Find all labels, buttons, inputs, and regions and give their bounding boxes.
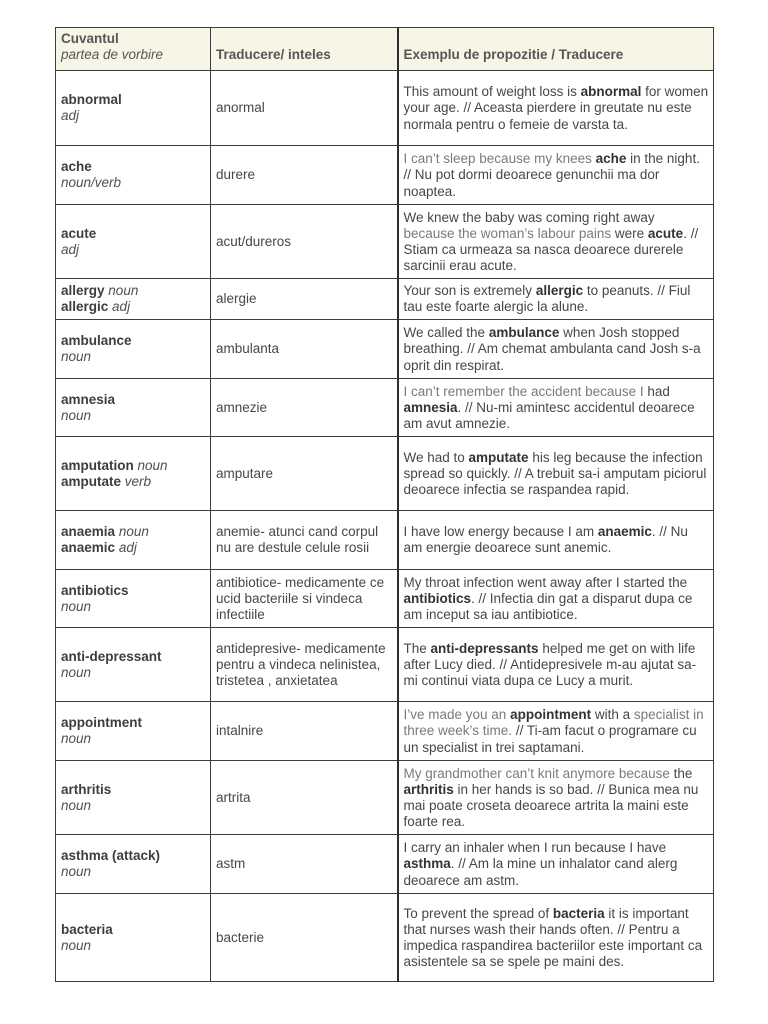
example-cell (398, 702, 714, 761)
term-entry (61, 649, 204, 681)
part-of-speech: verb (124, 473, 152, 489)
example-highlighted-term: allergic (535, 283, 584, 299)
header-part-of-speech-title: partea de vorbire (61, 47, 164, 63)
example-cell (398, 570, 714, 628)
term-word: allergic (61, 299, 109, 315)
table-row (56, 279, 714, 320)
example-text: The (403, 640, 431, 656)
table-row (56, 511, 714, 570)
example-highlighted-term: bacteria (552, 905, 605, 921)
example-cell (398, 761, 714, 835)
example-highlighted-term: appointment (510, 707, 592, 723)
example-text: . // Am la mine un inhalator cand alerg deoarece am astm. (403, 856, 678, 888)
translation-cell: bacterie (211, 894, 398, 982)
example-text: for women your age. // Aceasta pierdere in greutate nu este normala pentru o femeie de varsta ta. (403, 84, 709, 132)
table-row (56, 437, 714, 511)
vocabulary-table (55, 27, 714, 982)
example-text: to peanuts. // Fiul tau este foarte alergic la alune. (403, 283, 691, 315)
example-text: when Josh stopped breathing. // Am chemat ambulanta cand Josh s-a oprit din respirat. (403, 325, 701, 373)
term-cell (56, 379, 211, 437)
term-entry (61, 524, 204, 540)
example-cell (398, 835, 714, 894)
term-word: allergy (61, 283, 105, 299)
term-word: anti-depressant (61, 648, 162, 664)
example-text: I carry an inhaler when I run because I have (403, 840, 667, 856)
example-text: . // Infectia din gat a disparut dupa ce am inceput sa iau antibiotice. (403, 590, 693, 622)
translation-cell: anormal (211, 71, 398, 146)
translation-cell: intalnire (211, 702, 398, 761)
example-highlighted-term: anaemic (597, 524, 652, 540)
part-of-speech: noun (61, 349, 92, 365)
part-of-speech: noun (61, 664, 92, 680)
table-row (56, 702, 714, 761)
term-entry (61, 299, 204, 315)
term-entry (61, 474, 204, 490)
example-text: . // Nu-mi amintesc accidentul deoarece am avut amnezie. (403, 399, 695, 431)
example-text: I’ve made you an (403, 707, 511, 723)
example-highlighted-term: arthritis (403, 781, 454, 797)
term-word: abnormal (61, 92, 122, 108)
term-word: amnesia (61, 391, 116, 407)
header-translation-cell (211, 28, 398, 71)
example-text: To prevent the spread of (403, 905, 553, 921)
header-example-title: Exemplu de propozitie / Traducere (403, 47, 624, 63)
part-of-speech: noun (61, 797, 92, 813)
example-cell (398, 71, 714, 146)
term-entry (61, 458, 204, 474)
term-word: amputation (61, 457, 134, 473)
example-text: . // Nu am energie deoarece sunt anemic. (403, 524, 688, 556)
part-of-speech: noun (137, 457, 168, 473)
term-cell (56, 628, 211, 702)
term-word: asthma (attack) (61, 848, 161, 864)
translation-cell: antibiotice- medicamente ce ucid bacteriile si vindeca infectiile (211, 570, 398, 628)
term-cell (56, 835, 211, 894)
example-text: it is important that nurses wash their hands often. // Pentru a impedica raspandirea bacteriilor este important ca asistentele sa se spele pe maini des. (403, 905, 703, 970)
term-cell (56, 702, 211, 761)
table-row (56, 628, 714, 702)
table-header (56, 28, 714, 71)
example-highlighted-term: ache (595, 151, 627, 167)
example-cell (398, 320, 714, 379)
example-cell (398, 437, 714, 511)
term-entry (61, 333, 204, 365)
example-cell (398, 511, 714, 570)
example-highlighted-term: amputate (468, 449, 529, 465)
example-text: We knew the baby was coming right away (403, 209, 655, 225)
term-word: amputate (61, 473, 122, 489)
part-of-speech: noun (61, 407, 92, 423)
example-text: specialist in three week’s time. (403, 707, 704, 739)
term-entry (61, 922, 204, 954)
part-of-speech: noun/verb (61, 175, 122, 191)
term-word: anaemic (61, 540, 116, 556)
table-row (56, 146, 714, 205)
term-cell (56, 511, 211, 570)
example-highlighted-term: antibiotics (403, 590, 472, 606)
term-word: ache (61, 159, 92, 175)
table-row (56, 761, 714, 835)
example-text: I can’t remember the accident because I (403, 383, 644, 399)
example-text: I have low energy because I am (403, 524, 598, 540)
term-entry (61, 540, 204, 556)
example-text: were (611, 225, 648, 241)
table-row (56, 320, 714, 379)
part-of-speech: noun (61, 864, 92, 880)
part-of-speech: noun (61, 937, 92, 953)
header-term-title: Cuvantul (61, 31, 119, 46)
part-of-speech: noun (118, 524, 149, 540)
part-of-speech: adj (118, 540, 137, 556)
term-word: ambulance (61, 333, 132, 349)
term-entry (61, 283, 204, 299)
example-cell (398, 628, 714, 702)
example-highlighted-term: asthma (403, 856, 451, 872)
translation-cell: amputare (211, 437, 398, 511)
term-entry (61, 392, 204, 424)
term-cell (56, 146, 211, 205)
example-cell (398, 279, 714, 320)
translation-cell: ambulanta (211, 320, 398, 379)
example-text: // Ti-am facut o programare cu un specialist in trei saptamani. (403, 723, 697, 755)
table-row (56, 835, 714, 894)
example-highlighted-term: amnesia (403, 399, 458, 415)
example-text: Your son is extremely (403, 283, 536, 299)
term-cell (56, 894, 211, 982)
example-text: in her hands is so bad. // Bunica mea nu mai poate croseta deoarece artrita la maini este foarte rea. (403, 781, 699, 830)
header-translation-title: Traducere/ inteles (216, 47, 331, 63)
term-cell (56, 761, 211, 835)
example-text: helped me get on with life after Lucy died. // Antidepresivele m-au ajutat sa-mi continui viata dupa ce Lucy a murit. (403, 640, 697, 688)
term-word: antibiotics (61, 582, 129, 598)
translation-cell: amnezie (211, 379, 398, 437)
example-highlighted-term: acute (647, 225, 684, 241)
table-row (56, 570, 714, 628)
example-text: My throat infection went away after I started the (403, 574, 688, 590)
term-entry (61, 92, 204, 124)
term-cell (56, 279, 211, 320)
term-entry (61, 226, 204, 258)
example-highlighted-term: anti-depressants (430, 640, 539, 656)
part-of-speech: adj (61, 108, 80, 124)
example-text: with a (591, 707, 634, 723)
term-word: anaemia (61, 524, 116, 540)
term-word: appointment (61, 715, 142, 731)
part-of-speech: noun (61, 731, 92, 747)
example-cell (398, 379, 714, 437)
example-cell (398, 894, 714, 982)
part-of-speech: adj (112, 299, 131, 315)
example-cell (398, 146, 714, 205)
table-row (56, 205, 714, 279)
term-word: acute (61, 225, 97, 241)
example-text: I can’t sleep because my knees (403, 151, 596, 167)
term-cell (56, 570, 211, 628)
example-text: We called the (403, 325, 489, 341)
part-of-speech: noun (108, 283, 139, 299)
example-text: My grandmother can’t knit anymore because (403, 765, 670, 781)
example-text: This amount of weight loss is (403, 84, 581, 100)
term-entry (61, 848, 204, 880)
header-term-cell (56, 28, 211, 71)
term-entry (61, 782, 204, 814)
header-row (56, 28, 714, 71)
translation-cell: antidepresive- medicamente pentru a vindeca nelinistea, tristetea , anxietatea (211, 628, 398, 702)
example-text: We had to (403, 449, 469, 465)
term-cell (56, 437, 211, 511)
vocabulary-table-body (56, 71, 714, 982)
term-entry (61, 715, 204, 747)
term-cell (56, 71, 211, 146)
example-text: . // Stiam ca urmeaza sa nasca deoarece durerele sarcinii erau acute. (403, 225, 699, 274)
part-of-speech: noun (61, 598, 92, 614)
term-cell (56, 205, 211, 279)
table-row (56, 71, 714, 146)
translation-cell: alergie (211, 279, 398, 320)
example-highlighted-term: abnormal (580, 84, 642, 100)
example-text: his leg because the infection spread so quickly. // A trebuit sa-i amputam piciorul deoarece infectia se raspandea rapid. (403, 449, 707, 497)
term-entry (61, 583, 204, 615)
translation-cell: anemie- atunci cand corpul nu are destule celule rosii (211, 511, 398, 570)
example-text: had (643, 383, 670, 399)
table-row (56, 379, 714, 437)
translation-cell: artrita (211, 761, 398, 835)
term-entry (61, 159, 204, 191)
part-of-speech: adj (61, 241, 80, 257)
table-row (56, 894, 714, 982)
translation-cell: astm (211, 835, 398, 894)
example-highlighted-term: ambulance (488, 325, 560, 341)
translation-cell: durere (211, 146, 398, 205)
term-word: bacteria (61, 921, 113, 937)
header-example-cell (398, 28, 714, 71)
example-text: in the night. // Nu pot dormi deoarece genunchii ma dor noaptea. (403, 151, 700, 199)
translation-cell: acut/dureros (211, 205, 398, 279)
term-cell (56, 320, 211, 379)
example-text: because the woman’s labour pains (403, 225, 612, 241)
example-text: the (669, 765, 693, 781)
term-word: arthritis (61, 781, 112, 797)
example-cell (398, 205, 714, 279)
